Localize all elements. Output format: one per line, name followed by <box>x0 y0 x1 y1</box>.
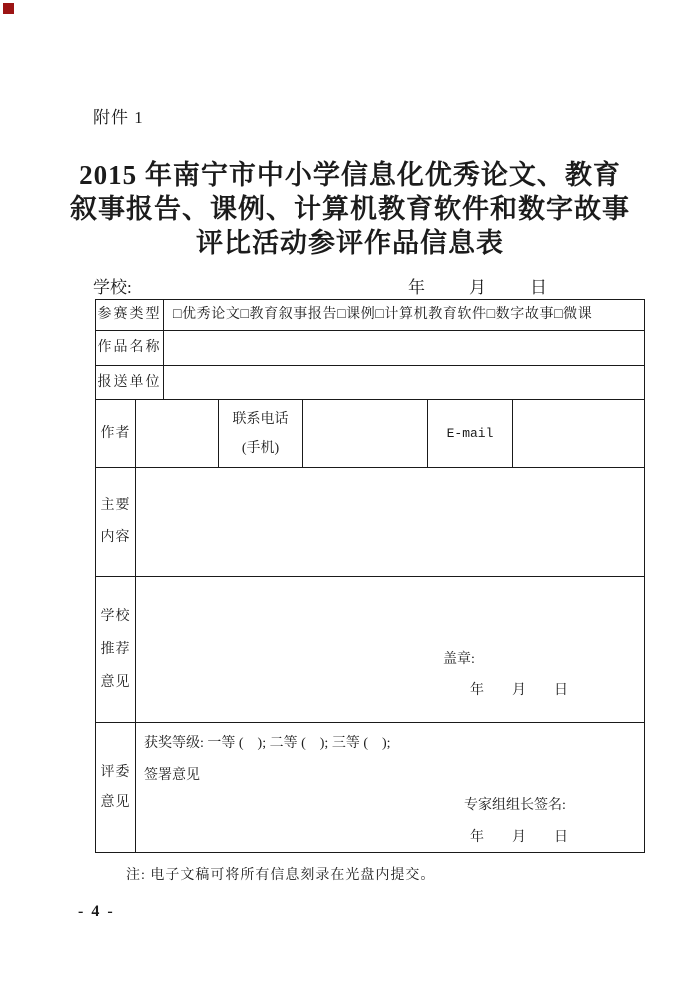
phone-value-cell <box>303 400 428 467</box>
leader-signature-label: 专家组组长签名: <box>464 798 566 813</box>
judge-opinion-label-line2: 意见 <box>100 794 131 810</box>
school-opinion-label <box>96 577 136 722</box>
attachment-label: 附件 1 <box>93 108 144 127</box>
sign-opinion-line: 签署意见 <box>144 768 200 783</box>
main-content-value-cell <box>136 468 644 576</box>
work-name-label: 作品名称 <box>96 331 164 365</box>
row-entry-type <box>96 300 644 331</box>
work-name-value-cell <box>164 331 644 365</box>
main-content-label-line1: 主要 <box>100 498 131 513</box>
school-opinion-date: 年 月 日 <box>470 683 568 698</box>
entry-type-options-cell <box>164 300 644 330</box>
school-opinion-label-line1: 学校 <box>100 609 131 624</box>
header-date-fields <box>408 273 647 298</box>
day-label: 日 <box>530 278 547 297</box>
month-label: 月 <box>469 278 486 297</box>
email-value-cell <box>513 400 644 467</box>
row-submit-unit <box>96 366 644 400</box>
row-judge-opinion <box>96 723 644 852</box>
row-work-name <box>96 331 644 366</box>
school-opinion-content-cell <box>136 577 644 722</box>
main-content-label-line2: 内容 <box>100 530 131 545</box>
judge-opinion-date: 年 月 日 <box>470 830 568 845</box>
judge-opinion-label <box>96 723 136 852</box>
school-opinion-label-line3: 意见 <box>100 675 131 690</box>
email-label-cell: E-mail <box>428 400 513 467</box>
row-school-opinion <box>96 577 644 723</box>
judge-opinion-label-line1: 评委 <box>100 764 131 780</box>
footnote: 注: 电子文稿可将所有信息刻录在光盘内提交。 <box>126 868 436 883</box>
school-opinion-label-line2: 推荐 <box>100 642 131 657</box>
author-label: 作者 <box>96 400 136 467</box>
school-date-line <box>93 273 647 298</box>
entry-type-label: 参赛类型 <box>96 300 164 330</box>
row-main-content <box>96 468 644 577</box>
main-content-label <box>96 468 136 576</box>
year-label: 年 <box>408 278 425 297</box>
red-corner-mark <box>3 3 14 14</box>
phone-label-line2: (手机) <box>241 440 280 456</box>
seal-label: 盖章: <box>443 652 475 667</box>
phone-label-line1: 联系电话 <box>232 411 289 427</box>
title-line-1: 2015 年南宁市中小学信息化优秀论文、教育 <box>79 160 621 190</box>
title-line-3: 评比活动参评作品信息表 <box>196 228 504 258</box>
phone-label-cell <box>219 400 303 467</box>
row-author <box>96 400 644 468</box>
title-line-2: 叙事报告、课例、计算机教育软件和数字故事 <box>70 194 630 224</box>
page-number: - 4 - <box>78 903 115 920</box>
submit-unit-label: 报送单位 <box>96 366 164 399</box>
school-label: 学校: <box>93 278 132 297</box>
judge-opinion-content-cell <box>136 723 644 852</box>
award-grade-line: 获奖等级: 一等 ( ); 二等 ( ); 三等 ( ); <box>144 736 391 751</box>
document-title <box>0 158 700 260</box>
submit-unit-value-cell <box>164 366 644 399</box>
entry-type-options: □优秀论文□教育叙事报告□课例□计算机教育软件□数字故事□微课 <box>173 307 593 322</box>
author-value-cell <box>136 400 219 467</box>
entry-info-table <box>95 299 645 853</box>
